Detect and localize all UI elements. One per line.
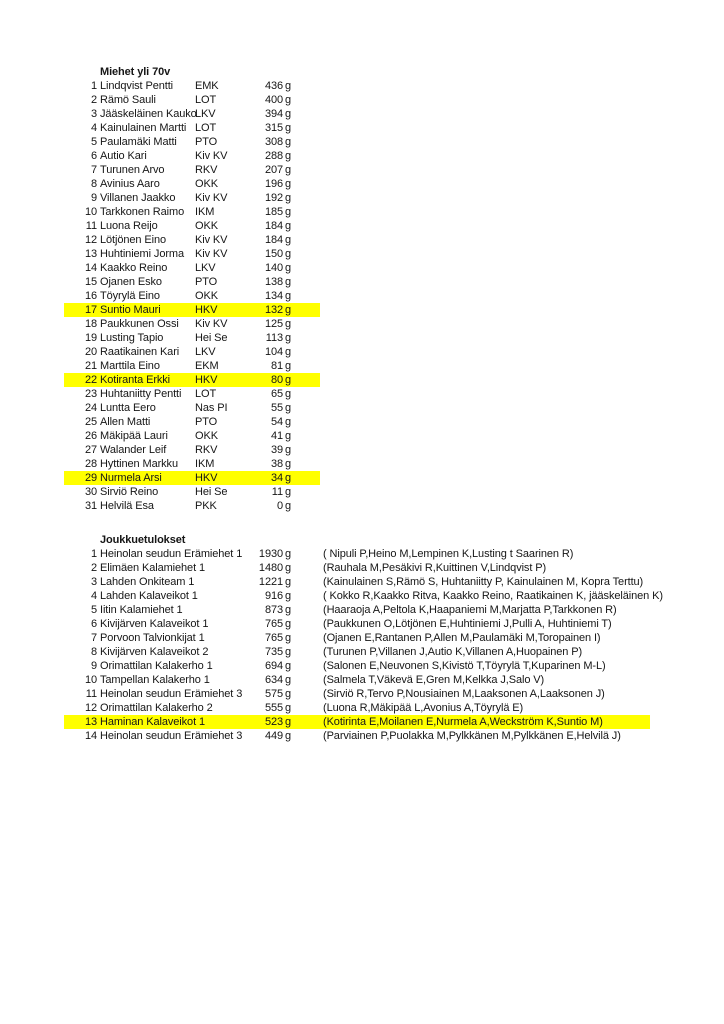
club-cell: Kiv KV — [195, 248, 228, 260]
club-cell: PKK — [195, 500, 217, 512]
rank-cell: 9 — [90, 192, 97, 204]
rank-cell: 21 — [84, 360, 97, 372]
individual-result-row — [64, 149, 320, 163]
rank-cell: 11 — [85, 688, 97, 700]
club-cell: Nas PI — [195, 402, 228, 414]
competitor-name-cell: Rämö Sauli — [100, 94, 156, 106]
weight-cell: 41 — [270, 430, 283, 442]
weight-cell: 288 — [264, 150, 283, 162]
club-cell: RKV — [195, 444, 218, 456]
team-result-row — [64, 659, 650, 673]
rank-cell: 24 — [84, 402, 97, 414]
weight-unit-label: g — [285, 590, 292, 602]
weight-cell: 916 — [264, 590, 283, 602]
weight-unit-label: g — [285, 688, 292, 700]
team-members-cell: ( Nipuli P,Heino M,Lempinen K,Lusting t Saarinen R) — [323, 548, 574, 560]
club-cell: HKV — [195, 304, 218, 316]
weight-unit-label: g — [285, 80, 292, 92]
club-cell: PTO — [195, 276, 218, 288]
weight-unit-label: g — [285, 562, 292, 574]
individual-result-row — [64, 485, 320, 499]
competitor-name-cell: Ojanen Esko — [100, 276, 162, 288]
weight-cell: 765 — [264, 618, 283, 630]
weight-unit-label: g — [285, 164, 292, 176]
individual-result-row — [64, 191, 320, 205]
weight-cell: 81 — [270, 360, 283, 372]
competitor-name-cell: Helvilä Esa — [100, 500, 154, 512]
weight-unit-label: g — [285, 248, 292, 260]
individual-result-row — [64, 219, 320, 233]
team-result-row — [64, 603, 650, 617]
rank-cell: 12 — [84, 702, 97, 714]
individual-result-row — [64, 373, 320, 387]
club-cell: Kiv KV — [195, 150, 228, 162]
club-cell: PTO — [195, 416, 218, 428]
rank-cell: 18 — [84, 318, 97, 330]
weight-cell: 207 — [264, 164, 283, 176]
weight-cell: 1221 — [258, 576, 283, 588]
individual-result-row — [64, 303, 320, 317]
club-cell: Kiv KV — [195, 192, 228, 204]
weight-unit-label: g — [285, 702, 292, 714]
team-name-cell: Heinolan seudun Erämiehet 3 — [100, 688, 243, 700]
rank-cell: 14 — [84, 730, 97, 742]
competitor-name-cell: Lindqvist Pentti — [100, 80, 173, 92]
club-cell: EKM — [195, 360, 219, 372]
weight-cell: 315 — [264, 122, 283, 134]
weight-cell: 1480 — [258, 562, 283, 574]
team-members-cell: (Kainulainen S,Rämö S, Huhtaniitty P, Kainulainen M, Kopra Terttu) — [323, 576, 644, 588]
team-name-cell: Haminan Kalaveikot 1 — [100, 716, 206, 728]
team-result-row — [64, 701, 650, 715]
rank-cell: 12 — [84, 234, 97, 246]
individual-result-row — [64, 429, 320, 443]
individual-result-row — [64, 163, 320, 177]
weight-unit-label: g — [285, 374, 292, 386]
club-cell: RKV — [195, 164, 218, 176]
team-result-row — [64, 561, 650, 575]
weight-unit-label: g — [285, 472, 292, 484]
individual-result-row — [64, 289, 320, 303]
rank-cell: 29 — [84, 472, 97, 484]
rank-cell: 26 — [84, 430, 97, 442]
weight-cell: 185 — [264, 206, 283, 218]
club-cell: OKK — [195, 290, 218, 302]
team-members-cell: (Paukkunen O,Lötjönen E,Huhtiniemi J,Pulli A, Huhtiniemi T) — [323, 618, 612, 630]
team-result-row — [64, 729, 650, 743]
competitor-name-cell: Luona Reijo — [100, 220, 158, 232]
team-name-cell: Kivijärven Kalaveikot 2 — [100, 646, 209, 658]
team-result-row — [64, 687, 650, 701]
weight-unit-label: g — [285, 122, 292, 134]
team-name-cell: Tampellan Kalakerho 1 — [100, 674, 210, 686]
individual-result-row — [64, 471, 320, 485]
weight-cell: 54 — [270, 416, 283, 428]
team-name-cell: Kivijärven Kalaveikot 1 — [100, 618, 209, 630]
team-members-cell: (Salmela T,Väkevä E,Gren M,Kelkka J,Salo V) — [323, 674, 545, 686]
rank-cell: 22 — [84, 374, 97, 386]
rank-cell: 13 — [84, 716, 97, 728]
weight-cell: 134 — [264, 290, 283, 302]
club-cell: LOT — [195, 122, 217, 134]
rank-cell: 4 — [90, 122, 97, 134]
weight-unit-label: g — [285, 206, 292, 218]
rank-cell: 3 — [90, 108, 97, 120]
individual-result-row — [64, 415, 320, 429]
team-name-cell: Lahden Onkiteam 1 — [100, 576, 195, 588]
rank-cell: 19 — [84, 332, 97, 344]
rank-cell: 2 — [90, 94, 97, 106]
competitor-name-cell: Avinius Aaro — [100, 178, 160, 190]
rank-cell: 13 — [84, 248, 97, 260]
individual-result-row — [64, 401, 320, 415]
individual-results-section — [64, 65, 650, 513]
competitor-name-cell: Lusting Tapio — [100, 332, 164, 344]
team-result-row — [64, 589, 663, 603]
rank-cell: 5 — [90, 604, 97, 616]
team-result-row — [64, 673, 650, 687]
rank-cell: 10 — [84, 674, 97, 686]
team-result-row — [64, 645, 650, 659]
team-result-row — [64, 575, 650, 589]
weight-cell: 523 — [264, 716, 283, 728]
club-cell: IKM — [195, 458, 215, 470]
weight-unit-label: g — [285, 576, 292, 588]
rank-cell: 10 — [84, 206, 97, 218]
rank-cell: 6 — [90, 618, 97, 630]
weight-unit-label: g — [285, 136, 292, 148]
rank-cell: 25 — [84, 416, 97, 428]
competitor-name-cell: Tarkkonen Raimo — [100, 206, 185, 218]
weight-cell: 735 — [264, 646, 283, 658]
weight-unit-label: g — [285, 548, 292, 560]
weight-cell: 196 — [264, 178, 283, 190]
team-members-cell: (Turunen P,Villanen J,Autio K,Villanen A,Huopainen P) — [323, 646, 583, 658]
individual-result-row — [64, 121, 320, 135]
competitor-name-cell: Paukkunen Ossi — [100, 318, 179, 330]
club-cell: Kiv KV — [195, 318, 228, 330]
weight-unit-label: g — [285, 192, 292, 204]
team-name-cell: Elimäen Kalamiehet 1 — [100, 562, 206, 574]
club-cell: HKV — [195, 472, 218, 484]
individual-result-row — [64, 261, 320, 275]
team-name-cell: Orimattilan Kalakerho 2 — [100, 702, 213, 714]
weight-unit-label: g — [285, 304, 292, 316]
team-result-row — [64, 617, 650, 631]
club-cell: LKV — [195, 108, 216, 120]
club-cell: Hei Se — [195, 332, 228, 344]
team-name-cell: Orimattilan Kalakerho 1 — [100, 660, 213, 672]
team-name-cell: Porvoon Talvionkijat 1 — [100, 632, 205, 644]
rank-cell: 9 — [90, 660, 97, 672]
weight-cell: 11 — [271, 486, 283, 498]
weight-unit-label: g — [285, 276, 292, 288]
weight-cell: 634 — [264, 674, 283, 686]
competitor-name-cell: Huhtaniitty Pentti — [100, 388, 182, 400]
rank-cell: 1 — [90, 548, 97, 560]
team-members-cell: (Salonen E,Neuvonen S,Kivistö T,Töyrylä T,Kuparinen M-L) — [323, 660, 606, 672]
club-cell: OKK — [195, 178, 218, 190]
weight-unit-label: g — [285, 458, 292, 470]
team-name-cell: Iitin Kalamiehet 1 — [100, 604, 183, 616]
weight-unit-label: g — [285, 402, 292, 414]
team-members-cell: (Kotirinta E,Moilanen E,Nurmela A,Weckström K,Suntio M) — [323, 716, 603, 728]
competitor-name-cell: Kainulainen Martti — [100, 122, 187, 134]
weight-cell: 140 — [264, 262, 283, 274]
competitor-name-cell: Walander Leif — [100, 444, 167, 456]
weight-unit-label: g — [285, 430, 292, 442]
weight-unit-label: g — [285, 716, 292, 728]
weight-cell: 1930 — [258, 548, 283, 560]
weight-unit-label: g — [285, 486, 292, 498]
individual-result-row — [64, 177, 320, 191]
weight-unit-label: g — [285, 500, 292, 512]
weight-cell: 138 — [264, 276, 283, 288]
individual-result-row — [64, 359, 320, 373]
rank-cell: 5 — [90, 136, 97, 148]
weight-cell: 436 — [264, 80, 283, 92]
weight-cell: 104 — [264, 346, 283, 358]
club-cell: LKV — [195, 346, 216, 358]
competitor-name-cell: Kaakko Reino — [100, 262, 168, 274]
competitor-name-cell: Turunen Arvo — [100, 164, 165, 176]
individual-result-row — [64, 93, 320, 107]
weight-unit-label: g — [285, 262, 292, 274]
individual-results-list — [64, 79, 650, 513]
rank-cell: 8 — [90, 646, 97, 658]
competitor-name-cell: Marttila Eino — [100, 360, 160, 372]
club-cell: OKK — [195, 220, 218, 232]
competitor-name-cell: Raatikainen Kari — [100, 346, 180, 358]
competitor-name-cell: Huhtiniemi Jorma — [100, 248, 184, 260]
competitor-name-cell: Autio Kari — [100, 150, 147, 162]
competitor-name-cell: Jääskeläinen Kauko — [100, 108, 197, 120]
weight-unit-label: g — [285, 318, 292, 330]
weight-unit-label: g — [285, 332, 292, 344]
team-result-row — [64, 547, 650, 561]
individual-results-title: Miehet yli 70v — [100, 66, 171, 78]
weight-unit-label: g — [285, 660, 292, 672]
rank-cell: 7 — [90, 164, 97, 176]
weight-cell: 184 — [264, 220, 283, 232]
individual-result-row — [64, 205, 320, 219]
individual-result-row — [64, 345, 320, 359]
weight-cell: 555 — [264, 702, 283, 714]
weight-cell: 192 — [264, 192, 283, 204]
rank-cell: 11 — [85, 220, 97, 232]
competitor-name-cell: Allen Matti — [100, 416, 151, 428]
weight-cell: 125 — [264, 318, 283, 330]
competitor-name-cell: Suntio Mauri — [100, 304, 161, 316]
competitor-name-cell: Sirviö Reino — [100, 486, 159, 498]
individual-result-row — [64, 499, 320, 513]
weight-unit-label: g — [285, 178, 292, 190]
individual-result-row — [64, 443, 320, 457]
rank-cell: 14 — [84, 262, 97, 274]
weight-cell: 34 — [270, 472, 283, 484]
weight-cell: 873 — [264, 604, 283, 616]
team-name-cell: Lahden Kalaveikot 1 — [100, 590, 198, 602]
team-members-cell: ( Kokko R,Kaakko Ritva, Kaakko Reino, Raatikainen K, jääskeläinen K) — [323, 590, 663, 602]
club-cell: LOT — [195, 94, 217, 106]
weight-cell: 39 — [270, 444, 283, 456]
club-cell: Hei Se — [195, 486, 228, 498]
competitor-name-cell: Lötjönen Eino — [100, 234, 166, 246]
weight-cell: 575 — [264, 688, 283, 700]
weight-cell: 80 — [270, 374, 283, 386]
weight-unit-label: g — [285, 388, 292, 400]
team-name-cell: Heinolan seudun Erämiehet 1 — [100, 548, 243, 560]
individual-result-row — [64, 135, 320, 149]
competitor-name-cell: Villanen Jaakko — [100, 192, 176, 204]
weight-cell: 132 — [264, 304, 283, 316]
individual-result-row — [64, 387, 320, 401]
team-results-section — [64, 533, 663, 743]
individual-result-row — [64, 317, 320, 331]
weight-unit-label: g — [285, 94, 292, 106]
competitor-name-cell: Luntta Eero — [100, 402, 156, 414]
weight-unit-label: g — [285, 646, 292, 658]
individual-result-row — [64, 79, 320, 93]
weight-unit-label: g — [285, 618, 292, 630]
weight-cell: 394 — [264, 108, 283, 120]
weight-unit-label: g — [285, 234, 292, 246]
competitor-name-cell: Paulamäki Matti — [100, 136, 177, 148]
weight-cell: 765 — [264, 632, 283, 644]
club-cell: LKV — [195, 262, 216, 274]
team-members-cell: (Parviainen P,Puolakka M,Pylkkänen M,Pylkkänen E,Helvilä J) — [323, 730, 621, 742]
club-cell: HKV — [195, 374, 218, 386]
rank-cell: 20 — [84, 346, 97, 358]
weight-unit-label: g — [285, 416, 292, 428]
weight-cell: 65 — [270, 388, 283, 400]
weight-cell: 38 — [270, 458, 283, 470]
weight-cell: 308 — [264, 136, 283, 148]
weight-unit-label: g — [285, 604, 292, 616]
rank-cell: 6 — [90, 150, 97, 162]
rank-cell: 23 — [84, 388, 97, 400]
weight-unit-label: g — [285, 444, 292, 456]
team-results-list — [64, 547, 663, 743]
weight-unit-label: g — [285, 108, 292, 120]
team-result-row — [64, 715, 650, 729]
rank-cell: 8 — [90, 178, 97, 190]
team-name-cell: Heinolan seudun Erämiehet 3 — [100, 730, 243, 742]
weight-cell: 184 — [264, 234, 283, 246]
weight-cell: 55 — [270, 402, 283, 414]
weight-cell: 400 — [264, 94, 283, 106]
team-members-cell: (Rauhala M,Pesäkivi R,Kuittinen V,Lindqvist P) — [323, 562, 547, 574]
rank-cell: 3 — [90, 576, 97, 588]
club-cell: PTO — [195, 136, 218, 148]
results-content — [64, 65, 663, 743]
rank-cell: 1 — [90, 80, 97, 92]
individual-result-row — [64, 275, 320, 289]
competitor-name-cell: Töyrylä Eino — [100, 290, 160, 302]
weight-unit-label: g — [285, 220, 292, 232]
weight-unit-label: g — [285, 360, 292, 372]
club-cell: LOT — [195, 388, 217, 400]
weight-cell: 694 — [264, 660, 283, 672]
team-members-cell: (Luona R,Mäkipää L,Avonius A,Töyrylä E) — [323, 702, 524, 714]
competitor-name-cell: Mäkipää Lauri — [100, 430, 168, 442]
individual-result-row — [64, 247, 320, 261]
individual-result-row — [64, 457, 320, 471]
weight-unit-label: g — [285, 632, 292, 644]
weight-unit-label: g — [285, 290, 292, 302]
rank-cell: 17 — [84, 304, 97, 316]
team-members-cell: (Sirviö R,Tervo P,Nousiainen M,Laaksonen A,Laaksonen J) — [323, 688, 605, 700]
team-members-cell: (Haaraoja A,Peltola K,Haapaniemi M,Marjatta P,Tarkkonen R) — [323, 604, 617, 616]
competitor-name-cell: Hyttinen Markku — [100, 458, 178, 470]
team-members-cell: (Ojanen E,Rantanen P,Allen M,Paulamäki M,Toropainen I) — [323, 632, 601, 644]
club-cell: OKK — [195, 430, 218, 442]
competitor-name-cell: Kotiranta Erkki — [100, 374, 171, 386]
weight-unit-label: g — [285, 346, 292, 358]
competitor-name-cell: Nurmela Arsi — [100, 472, 162, 484]
weight-cell: 150 — [264, 248, 283, 260]
rank-cell: 7 — [90, 632, 97, 644]
rank-cell: 15 — [84, 276, 97, 288]
team-result-row — [64, 631, 650, 645]
rank-cell: 28 — [84, 458, 97, 470]
weight-unit-label: g — [285, 730, 292, 742]
individual-result-row — [64, 107, 320, 121]
weight-unit-label: g — [285, 674, 292, 686]
rank-cell: 16 — [84, 290, 97, 302]
rank-cell: 31 — [84, 500, 97, 512]
club-cell: IKM — [195, 206, 215, 218]
weight-cell: 449 — [264, 730, 283, 742]
rank-cell: 27 — [84, 444, 97, 456]
rank-cell: 30 — [84, 486, 97, 498]
rank-cell: 4 — [90, 590, 97, 602]
club-cell: Kiv KV — [195, 234, 228, 246]
team-results-title: Joukkuetulokset — [100, 534, 186, 546]
weight-cell: 0 — [276, 500, 283, 512]
individual-result-row — [64, 331, 320, 345]
rank-cell: 2 — [90, 562, 97, 574]
club-cell: EMK — [195, 80, 219, 92]
weight-unit-label: g — [285, 150, 292, 162]
weight-cell: 113 — [265, 332, 283, 344]
individual-result-row — [64, 233, 320, 247]
